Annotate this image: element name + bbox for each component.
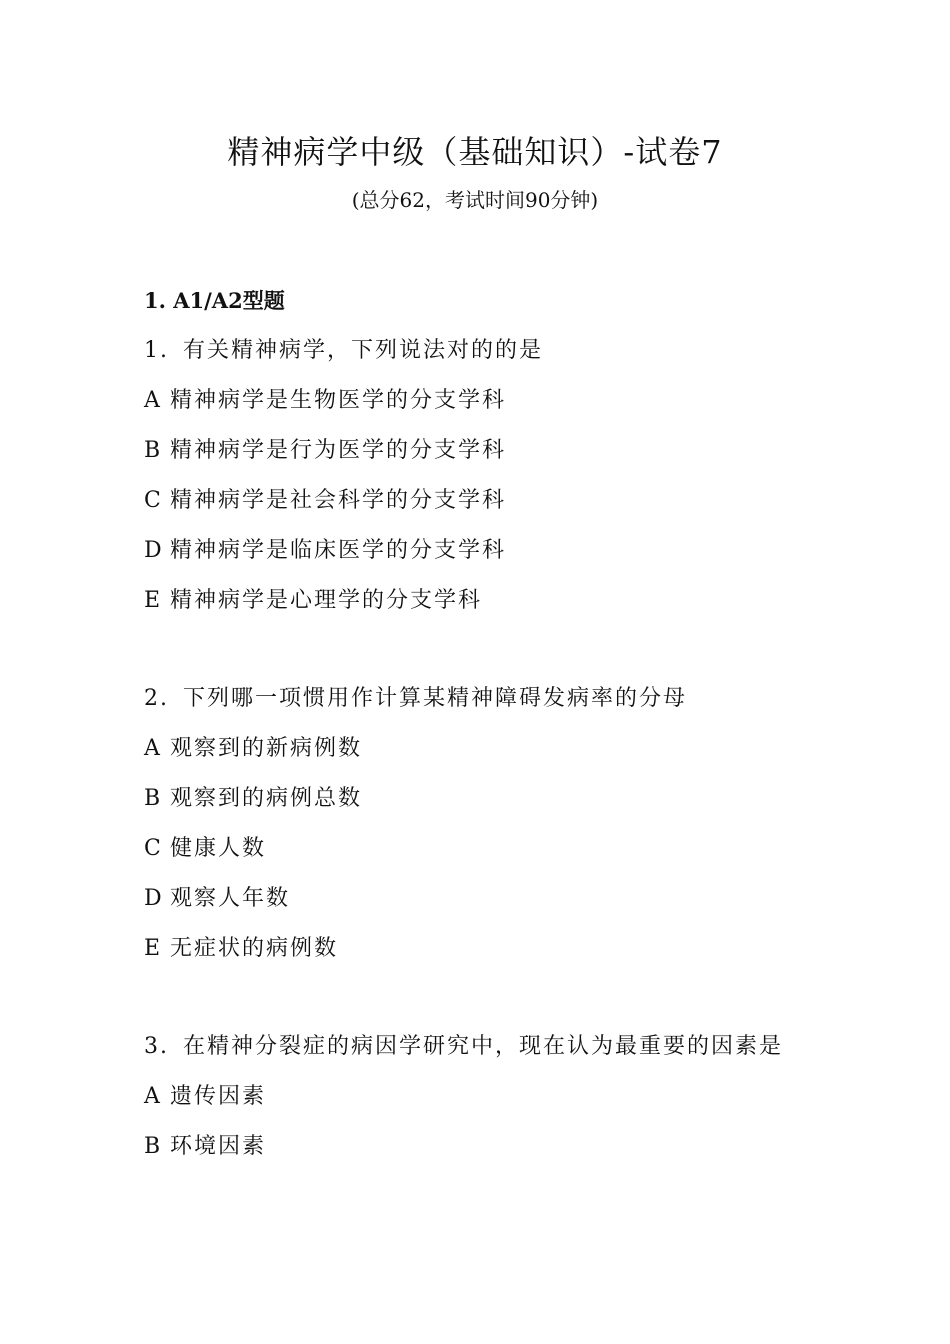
option-text: 健康人数 bbox=[170, 836, 267, 861]
option-letter: B bbox=[144, 438, 163, 463]
option-c[interactable] bbox=[144, 476, 824, 526]
option-a[interactable] bbox=[144, 376, 824, 426]
option-letter: E bbox=[144, 588, 163, 613]
option-letter: B bbox=[144, 1134, 163, 1159]
option-b[interactable] bbox=[144, 774, 824, 824]
question-number: 1. bbox=[144, 338, 169, 363]
option-text: 精神病学是行为医学的分支学科 bbox=[170, 438, 507, 463]
option-letter: C bbox=[144, 488, 163, 513]
option-c[interactable] bbox=[144, 824, 824, 874]
option-letter: D bbox=[144, 886, 164, 911]
section-heading: 1. A1/A2型题 bbox=[144, 288, 285, 313]
option-text: 遗传因素 bbox=[170, 1084, 267, 1109]
option-text: 精神病学是心理学的分支学科 bbox=[170, 588, 483, 613]
option-e[interactable] bbox=[144, 924, 824, 974]
option-a[interactable] bbox=[144, 724, 824, 774]
question-text: 下列哪一项惯用作计算某精神障碍发病率的分母 bbox=[183, 686, 688, 711]
question-1 bbox=[144, 326, 824, 626]
option-text: 环境因素 bbox=[170, 1134, 267, 1159]
option-e[interactable] bbox=[144, 576, 824, 626]
question-stem bbox=[144, 326, 824, 376]
option-text: 精神病学是生物医学的分支学科 bbox=[170, 388, 507, 413]
question-2 bbox=[144, 674, 824, 974]
option-text: 观察到的新病例数 bbox=[170, 736, 363, 761]
question-3 bbox=[144, 1022, 824, 1172]
option-letter: C bbox=[144, 836, 163, 861]
question-text: 有关精神病学，下列说法对的的是 bbox=[183, 338, 544, 363]
option-text: 观察到的病例总数 bbox=[170, 786, 363, 811]
option-letter: A bbox=[144, 1084, 162, 1109]
question-number: 3. bbox=[144, 1034, 169, 1059]
option-text: 精神病学是临床医学的分支学科 bbox=[170, 538, 507, 563]
option-letter: B bbox=[144, 786, 163, 811]
exam-title: 精神病学中级（基础知识）-试卷7 bbox=[227, 133, 723, 171]
option-letter: A bbox=[144, 736, 162, 761]
option-d[interactable] bbox=[144, 874, 824, 924]
option-text: 无症状的病例数 bbox=[170, 936, 339, 961]
question-text: 在精神分裂症的病因学研究中，现在认为最重要的因素是 bbox=[183, 1034, 784, 1059]
option-b[interactable] bbox=[144, 1122, 824, 1172]
question-stem bbox=[144, 1022, 824, 1072]
option-letter: A bbox=[144, 388, 162, 413]
option-text: 观察人年数 bbox=[170, 886, 291, 911]
option-letter: E bbox=[144, 936, 163, 961]
option-a[interactable] bbox=[144, 1072, 824, 1122]
option-d[interactable] bbox=[144, 526, 824, 576]
option-b[interactable] bbox=[144, 426, 824, 476]
question-stem bbox=[144, 674, 824, 724]
option-text: 精神病学是社会科学的分支学科 bbox=[170, 488, 507, 513]
option-letter: D bbox=[144, 538, 164, 563]
exam-subtitle: (总分62，考试时间90分钟) bbox=[351, 188, 599, 212]
question-number: 2. bbox=[144, 686, 169, 711]
